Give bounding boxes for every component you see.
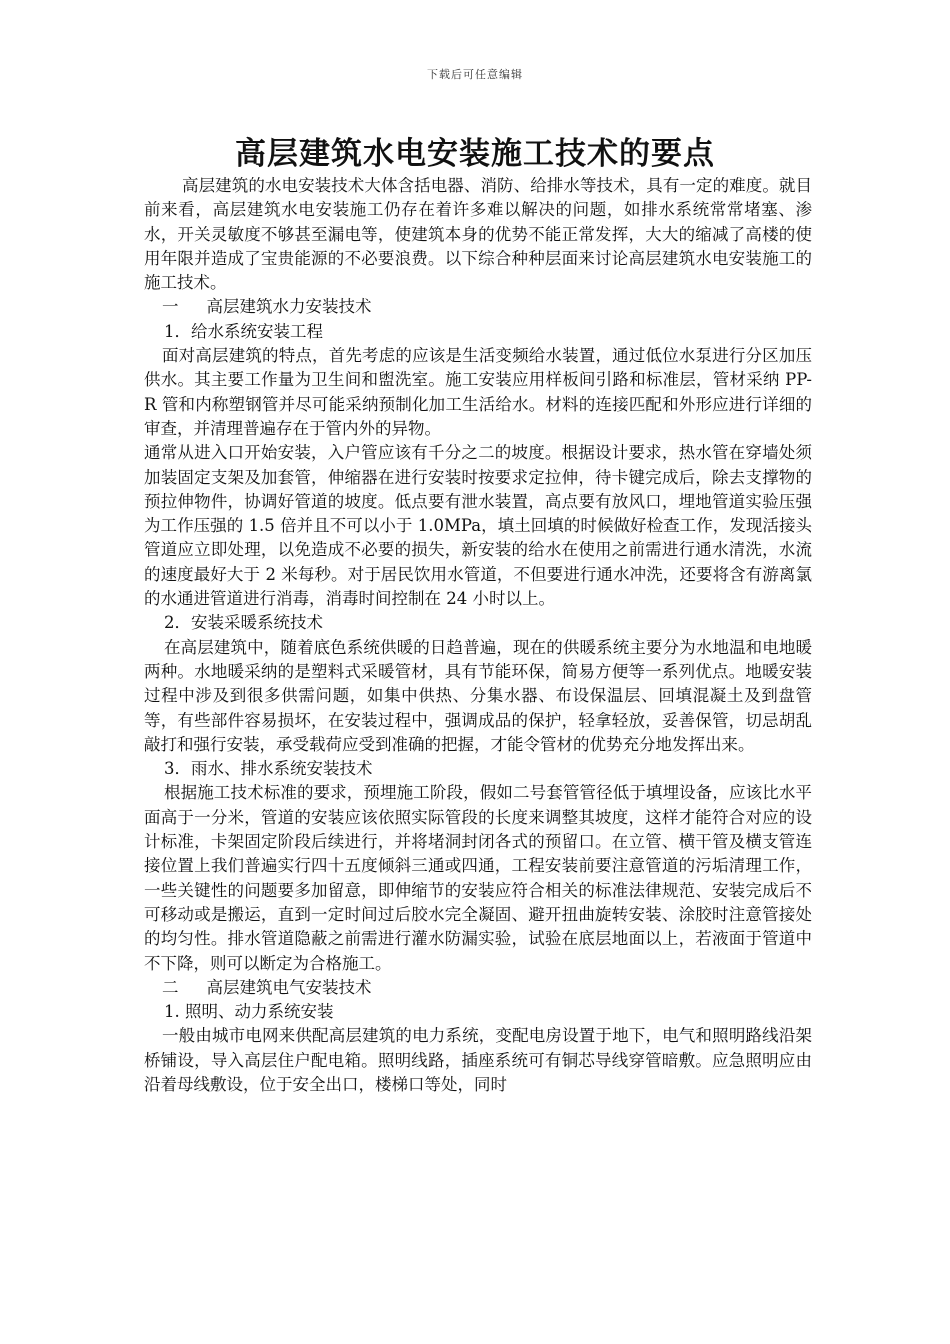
paragraph: 根据施工技术标准的要求，预埋施工阶段，假如二号套管管径低于填埋设备，应该比水平面高于一分米，管道的安装应该依照实际管段的长度来调整其坡度，这样才能符合对应的设计标准，卡架固定阶段后续进行，并将堵洞封闭各式的预留口。在立管、横干管及横支管连接位置上我们普遍实行四十五度倾斜三通或四通，工程安装前要注意管道的污垢清理工作，一些关键性的问题要多加留意，即伸缩节的安装应符合相关的标准法律规范、安装完成后不可移动或是搬运，直到一定时间过后胶水完全凝固、避开扭曲旋转安装、涂胶时注意管接处的均匀性。排水管道隐蔽之前需进行灌水防漏实验，试验在底层地面以上，若液面于管道中不下降，则可以断定为合格施工。	[144, 783, 812, 973]
section-heading-2	[144, 976, 812, 1000]
subsection-heading: 1．给水系统安装工程	[164, 321, 323, 341]
intro-paragraph: 高层建筑的水电安装技术大体含括电器、消防、给排水等技术，具有一定的难度。就目前来看，高层建筑水电安装施工仍存在着许多难以解决的问题，如排水系统常常堵塞、渗水，开关灵敏度不够甚至漏电等，使建筑本身的优势不能正常发挥，大大的缩减了高楼的使用年限并造成了宝贵能源的不必要浪费。以下综合种种层面来讨论高层建筑水电安装施工的施工技术。	[144, 176, 812, 293]
subsection-heading: 3．雨水、排水系统安装技术	[164, 759, 373, 779]
section-number: 二	[162, 977, 179, 997]
paragraph: 一般由城市电网来供配高层建筑的电力系统，变配电房设置于地下，电气和照明路线沿架桥铺设，导入高层住户配电箱。照明线路，插座系统可有铜芯导线穿管暗敷。应急照明应由沿着母线敷设，位于安全出口，楼梯口等处，同时	[144, 1026, 812, 1094]
paragraph: 面对高层建筑的特点，首先考虑的应该是生活变频给水装置，通过低位水泵进行分区加压供水。其主要工作量为卫生间和盥洗室。施工安装应用样板间引路和标准层，管材采纳 PP- R 管和内称塑钢管并尽可能采纳预制化加工生活给水。材料的连接匹配和外形应进行详细的审查，并清理普遍存在于管内外的异物。	[144, 346, 812, 438]
header-note: 下载后可任意编辑	[427, 68, 523, 81]
section-title: 高层建筑电气安装技术	[206, 977, 372, 997]
document-title: 高层建筑水电安装施工技术的要点	[235, 136, 715, 172]
subsection-heading: 2．安装采暖系统技术	[164, 613, 323, 633]
paragraph: 在高层建筑中，随着底色系统供暖的日趋普遍，现在的供暖系统主要分为水地温和电地暖两种。水地暖采纳的是塑料式采暖管材，具有节能环保，简易方便等一系列优点。地暖安装过程中涉及到很多供需问题，如集中供热、分集水器、布设保温层、回填混凝土及到盘管等，有些部件容易损坏，在安装过程中，强调成品的保护，轻拿轻放，妥善保管，切忌胡乱敲打和强行安装，承受载荷应受到准确的把握，才能令管材的优势充分地发挥出来。	[144, 637, 812, 754]
paragraph: 通常从进入口开始安装，入户管应该有千分之二的坡度。根据设计要求，热水管在穿墙处须加装固定支架及加套管，伸缩器在进行安装时按要求定拉伸，待卡键完成后，除去支撑物的预拉伸物件，协调好管道的坡度。低点要有泄水装置，高点要有放风口，埋地管道实验压强为工作压强的 1.5 倍并且不可以小于 1.0MPa，填土回填的时候做好检查工作，发现活接头管道应立即处理，以免造成不必要的损失，新安装的给水在使用之前需进行通水清洗，水流的速度最好大于 2 米每秒。对于居民饮用水管道，不但要进行通水冲洗，还要将含有游离氯的水通进管道进行消毒，消毒时间控制在 24 小时以上。	[144, 443, 812, 609]
section-heading-1	[144, 295, 812, 319]
document-body	[144, 174, 812, 1097]
section-title: 高层建筑水力安装技术	[206, 297, 372, 317]
section-number: 一	[162, 297, 179, 317]
subsection-heading: 1. 照明、动力系统安装	[164, 1002, 334, 1022]
